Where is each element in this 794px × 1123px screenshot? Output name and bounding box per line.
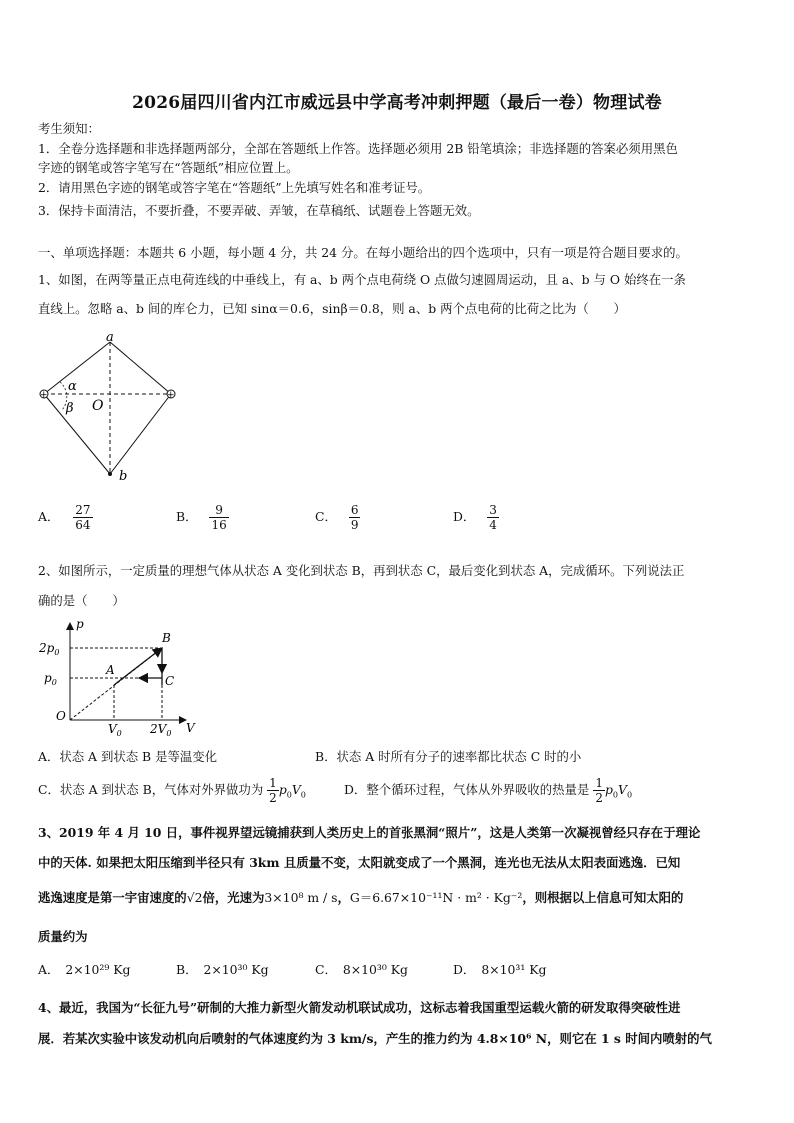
q4-line-1: 4、最近，我国为“长征九号”研制的大推力新型火箭发动机联试成功，这标志着我国重型运载火箭的研发取得突破性进: [38, 1000, 681, 1015]
frac-den: 64: [75, 518, 91, 532]
axis-label-p: p: [76, 617, 84, 631]
label-O: O: [92, 398, 104, 414]
notice-item-3: 3．保持卡面清洁，不要折叠，不要弄破、弄皱，在草稿纸、试题卷上答题无效。: [38, 203, 480, 218]
option-label: D．: [453, 509, 476, 524]
symbol-V: V: [617, 782, 627, 797]
q1-option-b[interactable]: [176, 503, 229, 532]
symbol-V: V: [291, 782, 301, 797]
sub-0: 0: [286, 790, 292, 800]
page-title: 2026届四川省内江市威远县中学高考冲刺押题（最后一卷）物理试卷: [132, 93, 662, 113]
q2-pv-diagram: [36, 615, 206, 740]
option-value: 8×10³¹ Kg: [481, 962, 547, 977]
frac-num: 1: [269, 776, 277, 790]
charge-b-dot: [108, 472, 112, 476]
option-label: A．: [38, 509, 60, 524]
plus-sign: +: [40, 390, 48, 401]
frac-num: 3: [489, 503, 497, 517]
frac-den: 2: [269, 791, 277, 805]
q2-option-a[interactable]: A．状态 A 到状态 B 是等温变化: [38, 749, 218, 764]
q2-option-b[interactable]: B．状态 A 时所有分子的速率都比状态 C 时的小: [315, 749, 582, 764]
frac-den: 16: [211, 518, 227, 532]
text: ，则根据以上信息可知太阳的: [522, 890, 684, 905]
option-label: A．: [38, 962, 60, 977]
frac-den: 9: [350, 518, 359, 532]
frac-num: 27: [75, 503, 91, 517]
light-speed: 3×10⁸ m / s: [264, 890, 338, 905]
frac-den: 2: [595, 791, 603, 805]
axis-label-V: V: [186, 721, 195, 735]
state-A-label: A: [106, 663, 115, 677]
option-label: B．: [176, 962, 198, 977]
q3-line-4: 质量约为: [38, 929, 88, 944]
label-alpha: α: [68, 379, 77, 394]
path-a-to-b: [114, 648, 162, 685]
symbol-p: p: [278, 782, 287, 797]
frac-num: 6: [350, 503, 359, 517]
q2-option-d[interactable]: [344, 776, 632, 805]
option-value: 2×10²⁹ Kg: [65, 962, 131, 977]
frac-den: 4: [489, 518, 497, 532]
q3-option-d[interactable]: [453, 962, 546, 978]
q1-line-2: 直线上。忽略 a、b 间的库仑力，已知 sinα＝0.6，sinβ＝0.8，则 a、b 两个点电荷的比荷之比为（ ）: [38, 301, 626, 316]
frac-num: 1: [595, 776, 603, 790]
option-label: B．: [176, 509, 198, 524]
option-label: C．: [315, 509, 337, 524]
text: 倍，光速为: [202, 890, 265, 905]
q4-line-2: 展．若某次实验中该发动机向后喷射的气体速度约为 3 km/s，产生的推力约为 4.8×10⁶ N，则它在 1 s 时间内喷射的气: [38, 1031, 712, 1046]
sub-0: 0: [612, 790, 618, 800]
label-a: a: [106, 330, 114, 345]
q1-option-a[interactable]: [38, 503, 93, 532]
label-beta: β: [66, 401, 74, 416]
sub-0: 0: [300, 790, 306, 800]
q3-option-a[interactable]: [38, 962, 130, 978]
tick-2p0: $2p_0$: [39, 641, 60, 657]
q3-line-3: [38, 888, 683, 906]
q1-figure: [36, 328, 186, 488]
symbol-p: p: [604, 782, 613, 797]
q3-option-b[interactable]: [176, 962, 269, 978]
gravitational-constant: G＝6.67×10⁻¹¹N · m² · Kg⁻²: [349, 890, 523, 905]
frac-num: 9: [209, 503, 228, 518]
tick-v0: $V_0$: [108, 722, 122, 738]
q3-option-c[interactable]: [315, 962, 408, 978]
label-b: b: [119, 469, 128, 484]
option-text: C．状态 A 到状态 B，气体对外界做功为: [38, 782, 264, 797]
option-label: C．: [315, 962, 337, 977]
tick-p0: $p_0$: [44, 671, 57, 687]
origin-label: O: [56, 709, 66, 723]
q1-option-c[interactable]: [315, 503, 360, 532]
text: 逃逸速度是第一宇宙速度的: [38, 890, 187, 905]
option-value: 8×10³⁰ Kg: [342, 962, 408, 977]
q2-option-c[interactable]: [38, 776, 306, 805]
q3-line-2: 中的天体. 如果把太阳压缩到半径只有 3km 且质量不变，太阳就变成了一个黑洞，连光也无法从太阳表面逃逸．已知: [38, 855, 681, 870]
q2-line-1: 2、如图所示，一定质量的理想气体从状态 A 变化到状态 B，再到状态 C，最后变化到状态 A，完成循环。下列说法正: [38, 563, 685, 578]
option-label: D．: [453, 962, 476, 977]
q3-line-1: 3、2019 年 4 月 10 日，事件视界望远镜捕获到人类历史上的首张黑洞“照片”，这是人类第一次凝视曾经只存在于理论: [38, 825, 701, 840]
q1-line-1: 1、如图，在两等量正点电荷连线的中垂线上，有 a、b 两个点电荷绕 O 点做匀速圆周运动，且 a、b 与 O 始终在一条: [38, 272, 686, 287]
state-C-label: C: [165, 674, 175, 688]
sub-0: 0: [626, 790, 633, 800]
sqrt-2: √2: [186, 890, 203, 905]
state-B-label: B: [162, 631, 171, 645]
text: ，: [337, 890, 350, 905]
notice-item-2: 2．请用黑色字迹的钢笔或答字笔在“答题纸”上先填写姓名和准考证号。: [38, 180, 431, 195]
tick-2v0: $2V_0$: [150, 722, 172, 738]
q2-line-2: 确的是（ ）: [38, 593, 125, 608]
section-heading: 一、单项选择题：本题共 6 小题，每小题 4 分，共 24 分。在每小题给出的四个选项中，只有一项是符合题目要求的。: [38, 245, 688, 260]
plus-sign: +: [167, 390, 175, 401]
notice-heading: 考生须知：: [38, 121, 100, 136]
notice-item-1-cont: 字迹的钢笔或答字笔写在“答题纸”相应位置上。: [38, 160, 299, 175]
option-text: D．整个循环过程，气体从外界吸收的热量是: [344, 782, 590, 797]
option-value: 2×10³⁰ Kg: [203, 962, 269, 977]
notice-item-1: 1．全卷分选择题和非选择题两部分，全部在答题纸上作答。选择题必须用 2B 铅笔填涂；非选择题的答案必须用黑色: [38, 141, 678, 156]
q1-option-d[interactable]: [453, 503, 499, 532]
